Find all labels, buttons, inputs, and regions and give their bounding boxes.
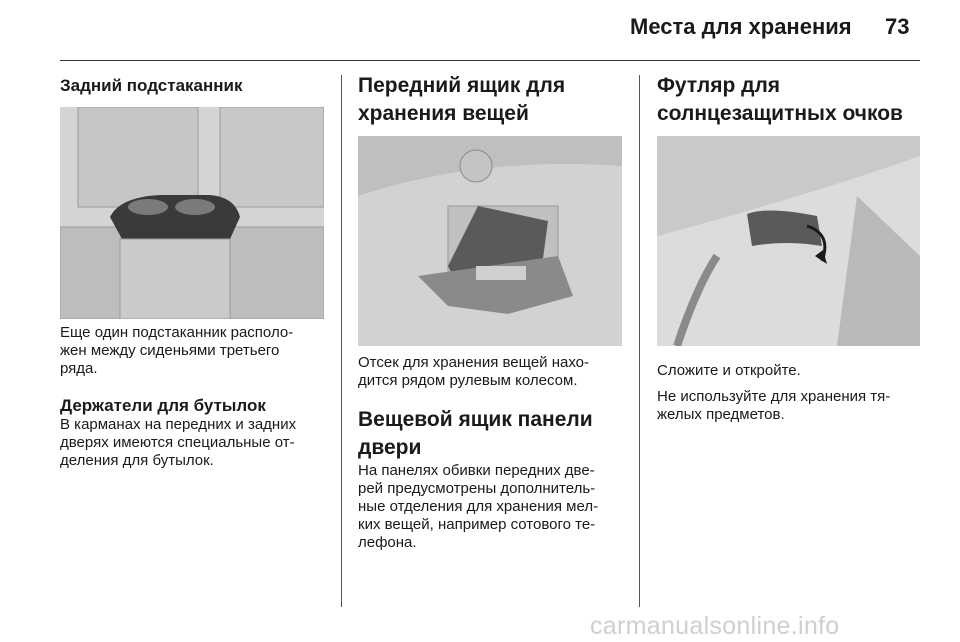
front-storage-description: Отсек для хранения вещей нахо- дится рядом рулевым колесом.: [358, 354, 589, 389]
header-title: Места для хранения: [630, 14, 852, 39]
sunglasses-holder-instruction: Сложите и откройте.: [657, 362, 801, 379]
watermark: carmanualsonline.info: [590, 612, 840, 640]
door-pocket-description: На панелях обивки передних две- рей предусмотрены дополнитель- ные отделения для хранения мел- ких вещей, например сотового те- лефона.: [358, 462, 599, 551]
bottle-holders-description: В карманах на передних и задних дверях имеются специальные от- деления для бутылок.: [60, 416, 297, 469]
column-2-text: [358, 354, 628, 552]
sunglasses-holder-figure: [657, 136, 920, 346]
page-number: 73: [885, 14, 910, 39]
sunglasses-holder-warning: Не используйте для хранения тя- желых предметов.: [657, 388, 891, 423]
column-divider-2: [639, 75, 640, 607]
rear-cupholder-figure: [60, 107, 324, 319]
sunglasses-holder-illustration: [657, 136, 920, 346]
header-rule: [60, 60, 920, 61]
rear-cupholder-description: Еще один подстаканник располо- жен между сиденьями третьего ряда.: [60, 324, 294, 377]
front-storage-figure: [358, 136, 622, 346]
column-1: [60, 66, 330, 96]
column-divider-1: [341, 75, 342, 607]
front-storage-heading: Передний ящик для хранения вещей: [358, 74, 566, 125]
column-3-text: [657, 362, 927, 424]
column-2: [358, 72, 628, 128]
column-3: [657, 72, 927, 128]
column-1-text: [60, 324, 330, 470]
rear-cupholder-heading: Задний подстаканник: [60, 76, 243, 95]
rear-cupholder-illustration: [60, 107, 324, 319]
bottle-holders-heading: Держатели для бутылок: [60, 396, 266, 415]
front-storage-illustration: [358, 136, 622, 346]
door-pocket-heading: Вещевой ящик панели двери: [358, 408, 593, 459]
sunglasses-holder-heading: Футляр для солнцезащитных очков: [657, 74, 903, 125]
